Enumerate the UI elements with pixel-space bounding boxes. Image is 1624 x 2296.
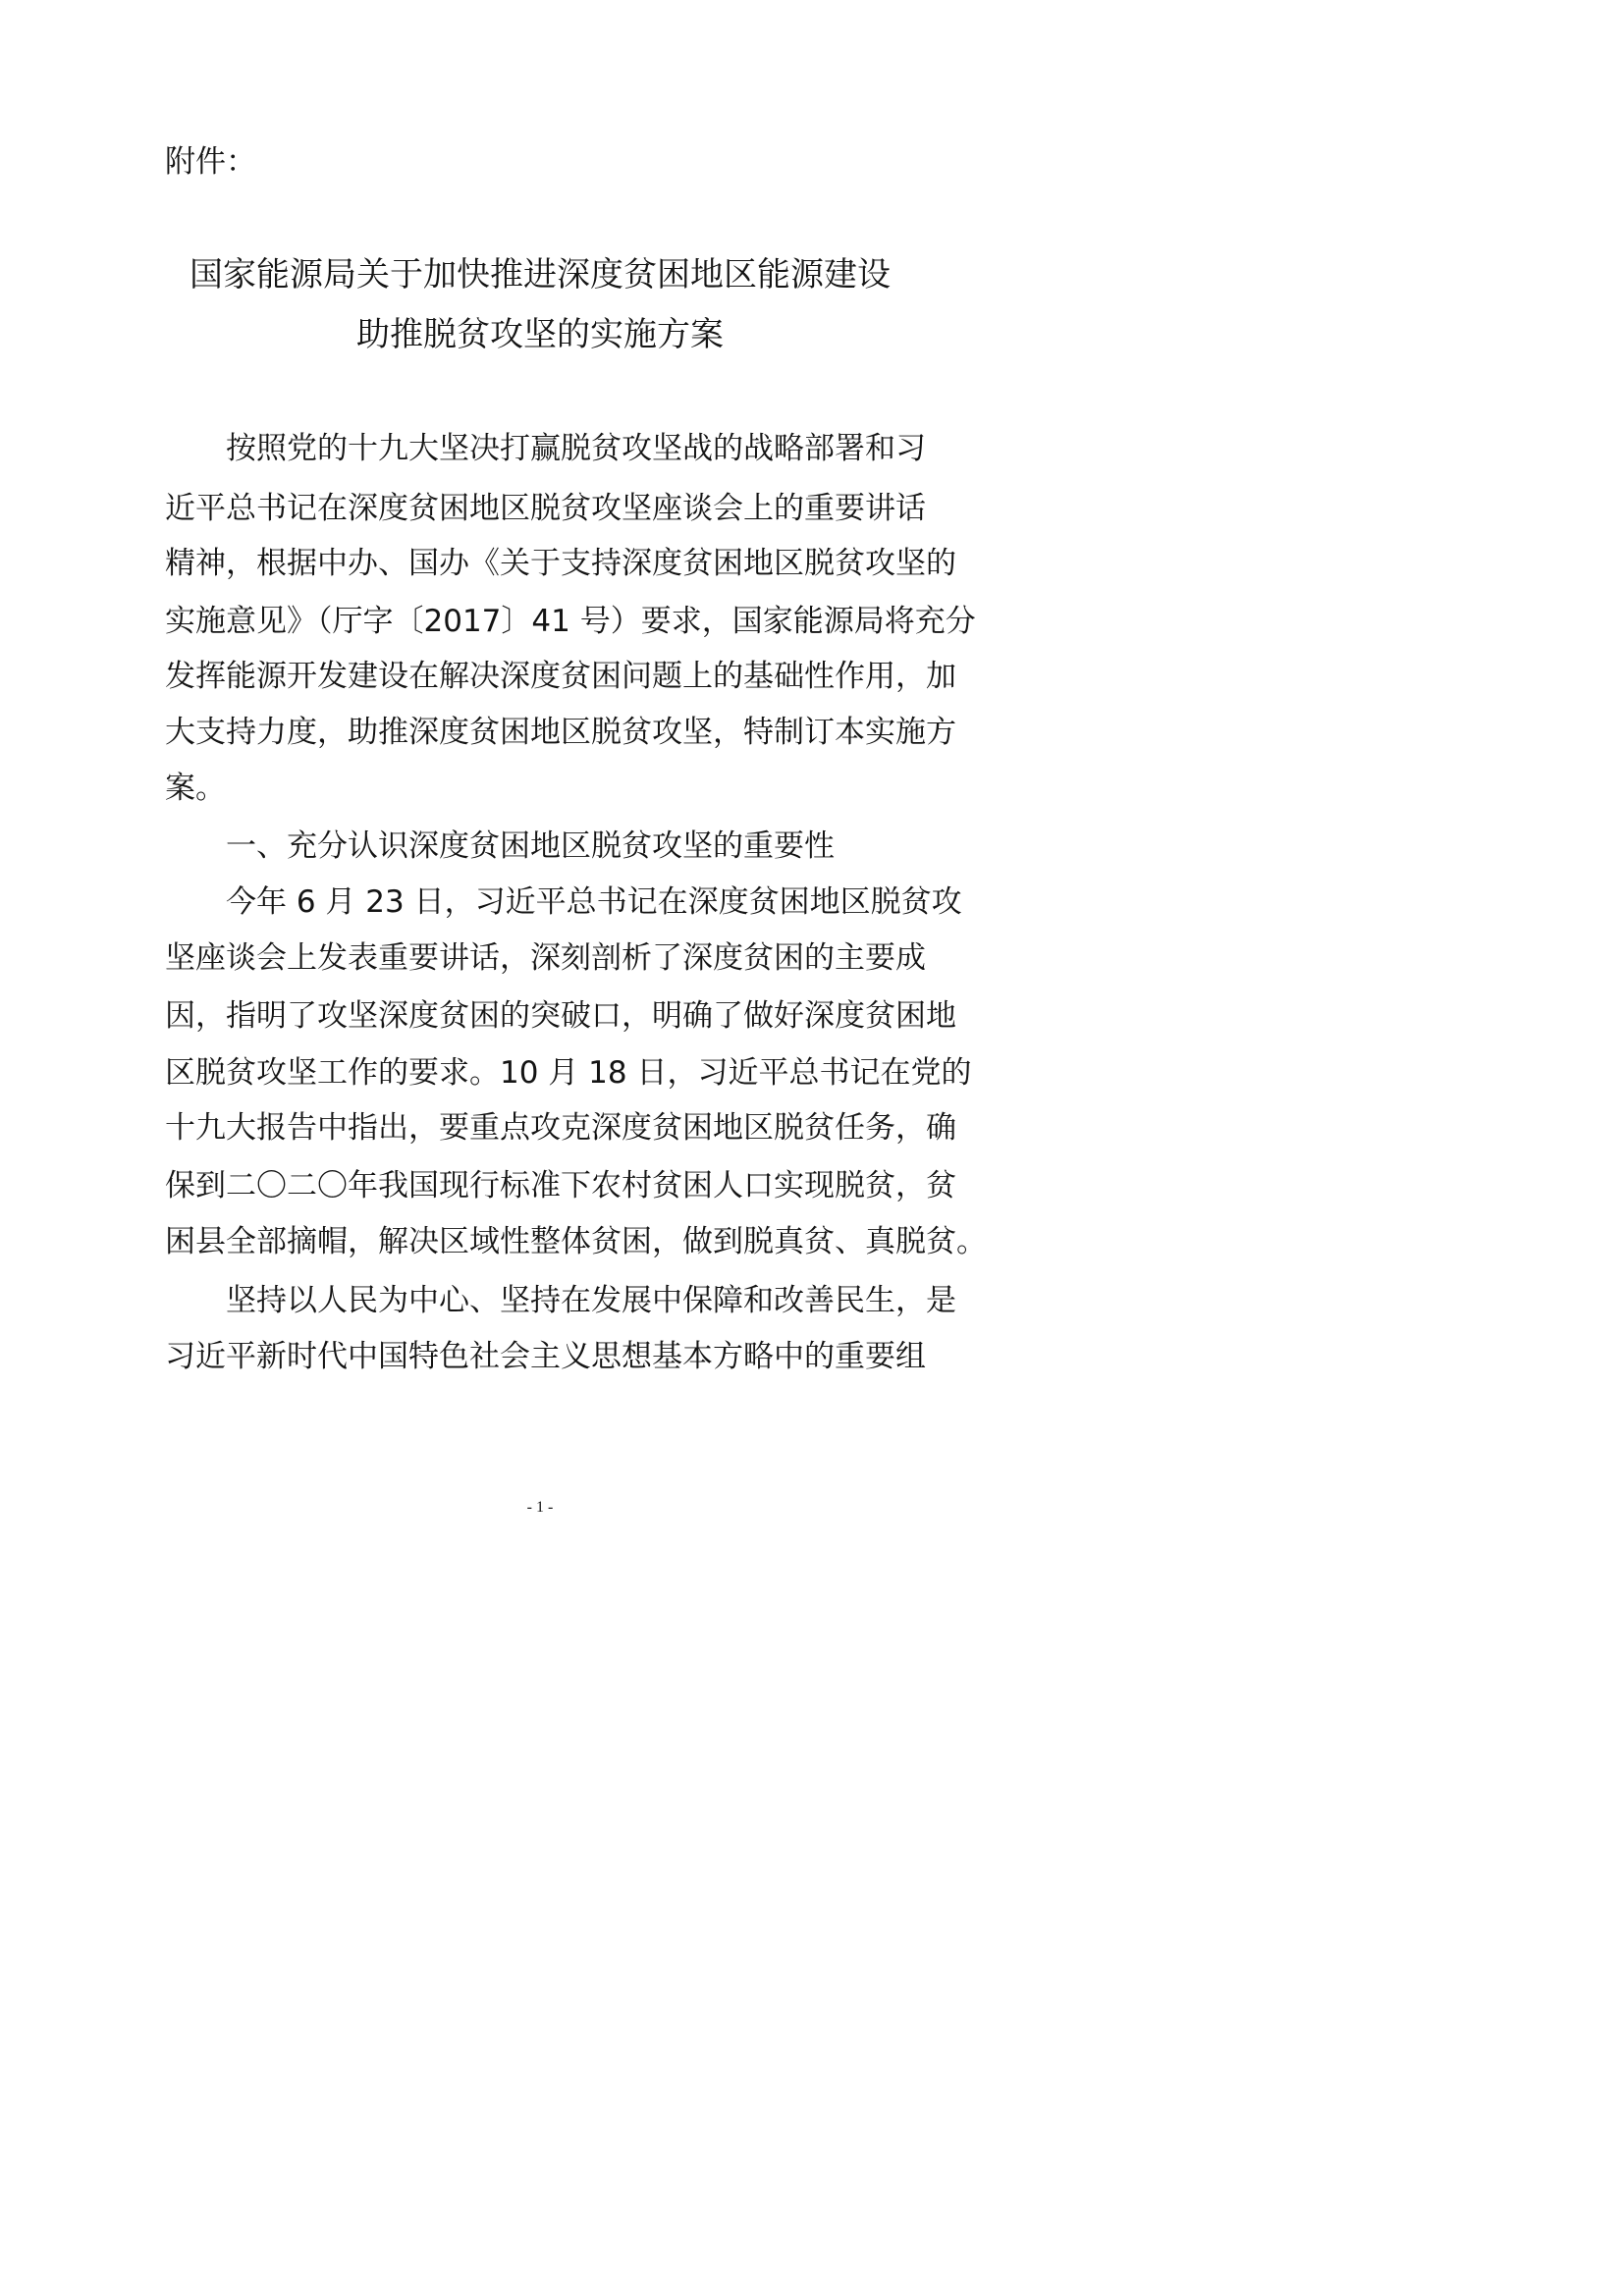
paragraph-line: 发挥能源开发建设在解决深度贫困问题上的基础性作用，加 <box>165 659 956 694</box>
paragraph-line: 十九大报告中指出，要重点攻克深度贫困地区脱贫任务，确 <box>165 1110 956 1146</box>
document-title-line-2: 助推脱贫攻坚的实施方案 <box>356 315 724 354</box>
paragraph-line: 按照党的十九大坚决打赢脱贫攻坚战的战略部署和习 <box>226 431 926 466</box>
page-number: - 1 - <box>526 1499 554 1516</box>
paragraph-line: 精神，根据中办、国办《关于支持深度贫困地区脱贫攻坚的 <box>165 546 956 581</box>
paragraph-line: 保到二〇二〇年我国现行标准下农村贫困人口实现脱贫，贫 <box>165 1168 956 1203</box>
paragraph-line: 坚座谈会上发表重要讲话，深刻剖析了深度贫困的主要成 <box>165 940 926 976</box>
paragraph-line: 困县全部摘帽，解决区域性整体贫困，做到脱真贫、真脱贫。 <box>165 1224 987 1259</box>
attachment-label: 附件： <box>165 144 256 180</box>
paragraph-line: 区脱贫攻坚工作的要求。10 月 18 日，习近平总书记在党的 <box>165 1055 972 1091</box>
paragraph-line: 实施意见》（厅字〔2017〕41 号）要求，国家能源局将充分 <box>165 604 976 639</box>
paragraph-line: 坚持以人民为中心、坚持在发展中保障和改善民生，是 <box>226 1283 956 1318</box>
paragraph-line: 因，指明了攻坚深度贫困的突破口，明确了做好深度贫困地 <box>165 998 956 1034</box>
paragraph-line: 大支持力度，助推深度贫困地区脱贫攻坚，特制订本实施方 <box>165 715 956 750</box>
paragraph-line: 今年 6 月 23 日，习近平总书记在深度贫困地区脱贫攻 <box>226 884 962 920</box>
document-title-line-1: 国家能源局关于加快推进深度贫困地区能源建设 <box>189 255 891 294</box>
section-heading: 一、充分认识深度贫困地区脱贫攻坚的重要性 <box>226 828 835 864</box>
document-page <box>0 0 1080 1527</box>
paragraph-line: 习近平新时代中国特色社会主义思想基本方略中的重要组 <box>165 1339 926 1374</box>
paragraph-line: 近平总书记在深度贫困地区脱贫攻坚座谈会上的重要讲话 <box>165 491 926 526</box>
paragraph-line: 案。 <box>165 771 226 806</box>
